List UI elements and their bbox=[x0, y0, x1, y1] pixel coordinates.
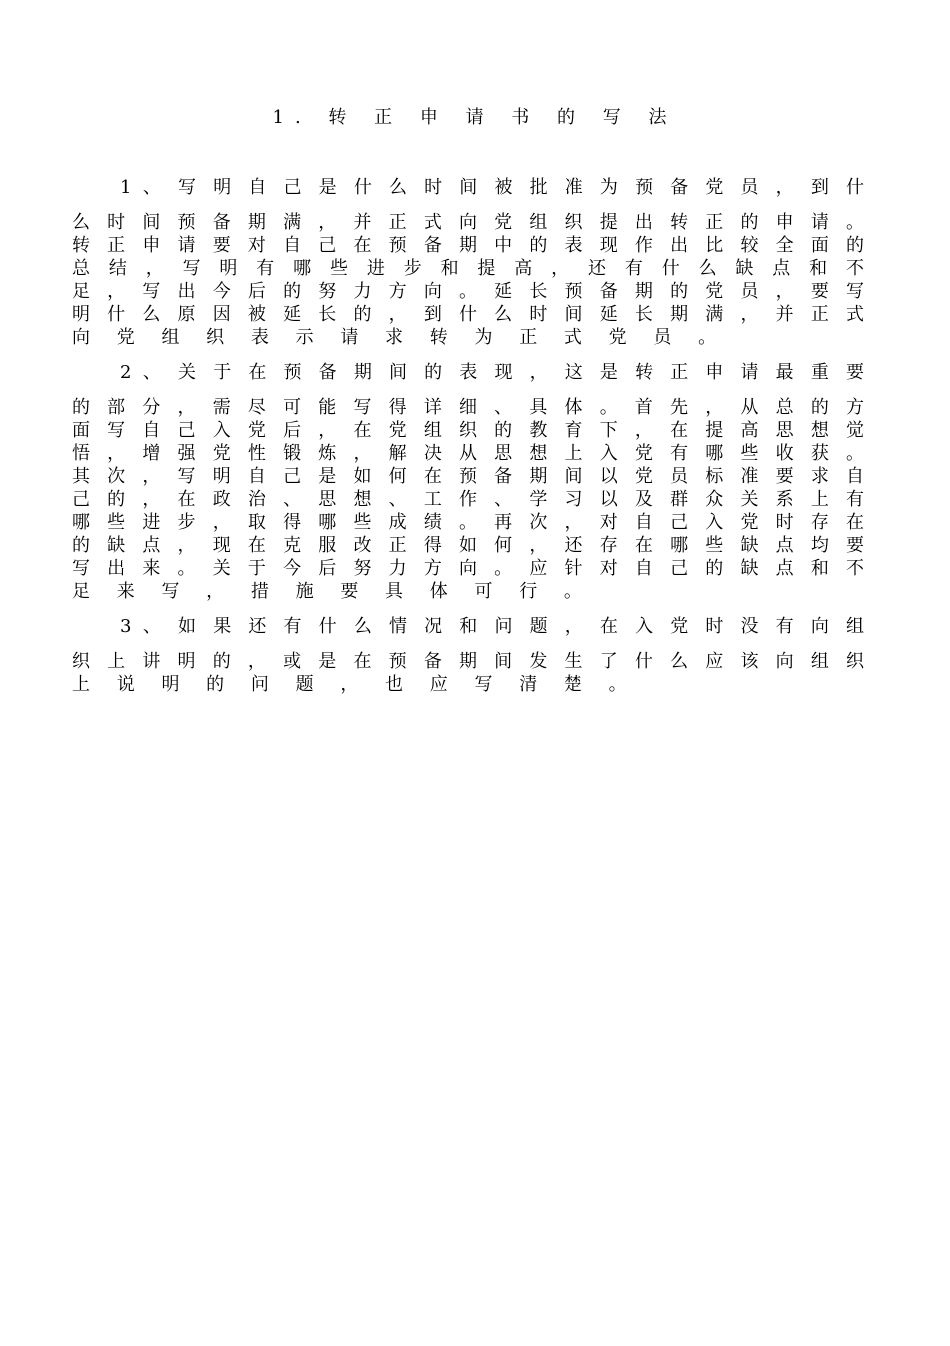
paragraph-line: 上 说 明 的 问 题 ， 也 应 写 清 楚 。 bbox=[72, 674, 638, 695]
paragraph-line: 2 、 关 于 在 预 备 期 间 的 表 现 ， 这 是 转 正 申 请 最 重 要 bbox=[120, 362, 864, 383]
paragraph-line: 3 、 如 果 还 有 什 么 情 况 和 问 题 ， 在 入 党 时 没 有 向 组 bbox=[120, 616, 864, 637]
paragraph-line: 面 写 自 己 入 党 后 ， 在 党 组 织 的 教 育 下 ， 在 提 高 思 想 觉 bbox=[72, 420, 864, 441]
paragraph-line: 己 的 ， 在 政 治 、 思 想 、 工 作 、 学 习 以 及 群 众 关 系 上 有 bbox=[72, 489, 864, 510]
paragraph-line: 转 正 申 请 要 对 自 己 在 预 备 期 中 的 表 现 作 出 比 较 全 面 的 bbox=[72, 235, 864, 256]
document-title: 1. 转 正 申 请 书 的 写 法 bbox=[272, 107, 678, 128]
paragraph-line: 明 什 么 原 因 被 延 长 的 ， 到 什 么 时 间 延 长 期 满 ， 并 正 式 bbox=[72, 304, 864, 325]
paragraph-line: 其 次 ， 写 明 自 己 是 如 何 在 预 备 期 间 以 党 员 标 准 要 求 自 bbox=[72, 466, 864, 487]
paragraph-line: 的 缺 点 ， 现 在 克 服 改 正 得 如 何 ， 还 存 在 哪 些 缺 点 均 要 bbox=[72, 535, 864, 556]
paragraph-line: 向 党 组 织 表 示 请 求 转 为 正 式 党 员 。 bbox=[72, 327, 727, 348]
paragraph-line: 哪 些 进 步 ， 取 得 哪 些 成 绩 。 再 次 ， 对 自 己 入 党 时 存 在 bbox=[72, 512, 864, 533]
paragraph-line: 1 、 写 明 自 己 是 什 么 时 间 被 批 准 为 预 备 党 员 ， 到 什 bbox=[120, 177, 864, 198]
paragraph-line: 足 ， 写 出 今 后 的 努 力 方 向 。 延 长 预 备 期 的 党 员 ， 要 写 bbox=[72, 281, 864, 302]
paragraph-line: 悟 ， 增 强 党 性 锻 炼 ， 解 决 从 思 想 上 入 党 有 哪 些 收 获 。 bbox=[72, 443, 864, 464]
paragraph-line: 足 来 写 ， 措 施 要 具 体 可 行 。 bbox=[72, 581, 593, 602]
paragraph-line: 写 出 来 。 关 于 今 后 努 力 方 向 。 应 针 对 自 己 的 缺 点 和 不 bbox=[72, 558, 864, 579]
paragraph-line: 么 时 间 预 备 期 满 ， 并 正 式 向 党 组 织 提 出 转 正 的 申 请 。 bbox=[72, 212, 864, 233]
paragraph-line: 总 结 ， 写 明 有 哪 些 进 步 和 提 高 ， 还 有 什 么 缺 点 和 不 bbox=[72, 258, 864, 279]
paragraph-line: 织 上 讲 明 的 ， 或 是 在 预 备 期 间 发 生 了 什 么 应 该 向 组 织 bbox=[72, 651, 864, 672]
paragraph-line: 的 部 分 ， 需 尽 可 能 写 得 详 细 、 具 体 。 首 先 ， 从 总 的 方 bbox=[72, 397, 864, 418]
